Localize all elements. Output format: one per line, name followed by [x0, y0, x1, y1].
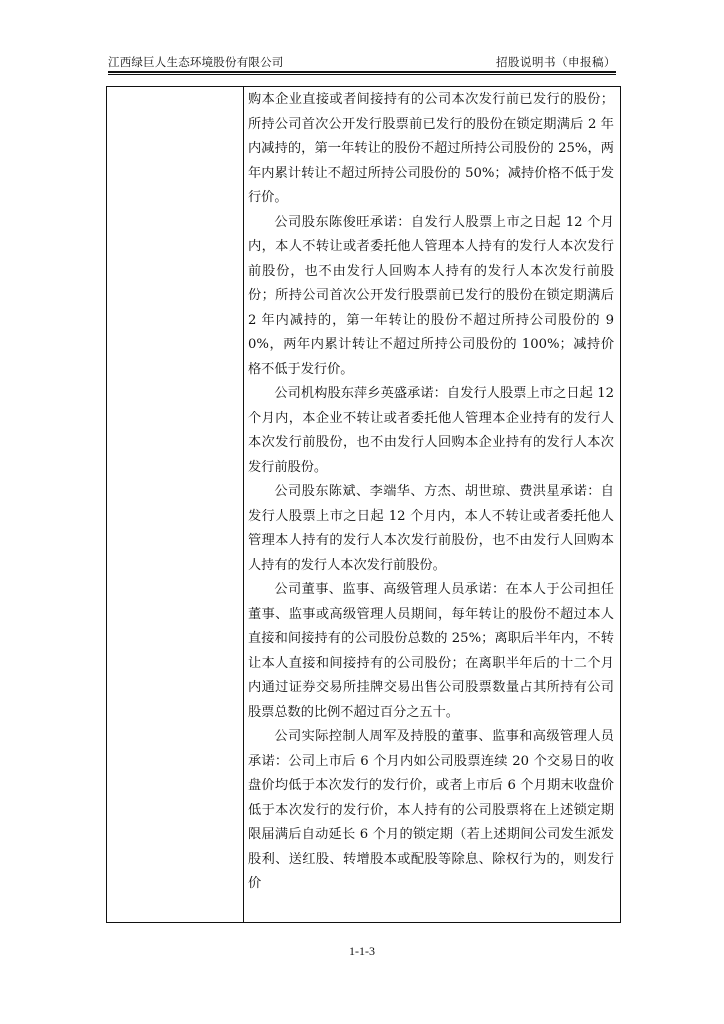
- header-company-name: 江西绿巨人生态环境股份有限公司: [108, 55, 284, 69]
- page-number: 1-1-3: [349, 944, 375, 958]
- paragraph-directors-supervisors: 公司董事、监事、高级管理人员承诺：在本人于公司担任董事、监事或高级管理人员期间，每年转让的股份不超过本人直接和间接持有的公司股份总数的 25%；离职后半年内，不转让本人直接和间接持有的公司股份；在离职半年后的十二个月内通过证券交易所挂牌交易出售公司股票数量占其所持有公司股票总数的比例不超过百分之五十。: [248, 582, 614, 720]
- paragraph-pingxiang-yingsheng: 公司机构股东萍乡英盛承诺：自发行人股票上市之日起 12 个月内，本企业不转让或者委托他人管理本企业持有的发行人本次发行前股份，也不由发行人回购本企业持有的发行人本次发行前股份。: [248, 386, 614, 475]
- paragraph-continued: 购本企业直接或者间接持有的公司本次发行前已发行的股份；所持公司首次公开发行股票前已发行的股份在锁定期满后 2 年内减持的，第一年转让的股份不超过所持公司股份的 25%，两年内累计转让不超过所持公司股份的 50%；减持价格不低于发行价。: [248, 92, 614, 205]
- header-document-title: 招股说明书（申报稿）: [496, 55, 616, 69]
- paragraph-chen-junwang: 公司股东陈俊旺承诺：自发行人股票上市之日起 12 个月内，本人不转让或者委托他人管理本人持有的发行人本次发行前股份，也不由发行人回购本人持有的发行人本次发行前股份；所持公司首次公开发行股票前已发行的股份在锁定期满后 2 年内减持的，第一年转让的股份不超过所持公司股份的 90%，两年内累计转让不超过所持公司股份的 100%；减持价格不低于发行价。: [248, 214, 614, 377]
- header-rule: [108, 71, 616, 73]
- page-header: [108, 50, 616, 72]
- paragraph-individual-shareholders: 公司股东陈斌、李端华、方杰、胡世琼、费洪星承诺：自发行人股票上市之日起 12 个月内，本人不转让或者委托他人管理本人持有的发行人本次发行前股份，也不由发行人回购本人持有的发行人本次发行前股份。: [248, 484, 614, 573]
- header-rule-thin: [108, 74, 616, 75]
- table-right-cell: [245, 87, 618, 922]
- table-left-cell: [107, 87, 244, 922]
- commitment-table: [106, 86, 621, 923]
- paragraph-actual-controller: 公司实际控制人周军及持股的董事、监事和高级管理人员承诺：公司上市后 6 个月内如公司股票连续 20 个交易日的收盘价均低于本次发行的发行价，或者上市后 6 个月期末收盘价低于本次发行的发行价，本人持有的公司股票将在上述锁定期限届满后自动延长 6 个月的锁定期（若上述期间公司发生派发股利、送红股、转增股本或配股等除息、除权行为的，则发行价: [248, 729, 614, 891]
